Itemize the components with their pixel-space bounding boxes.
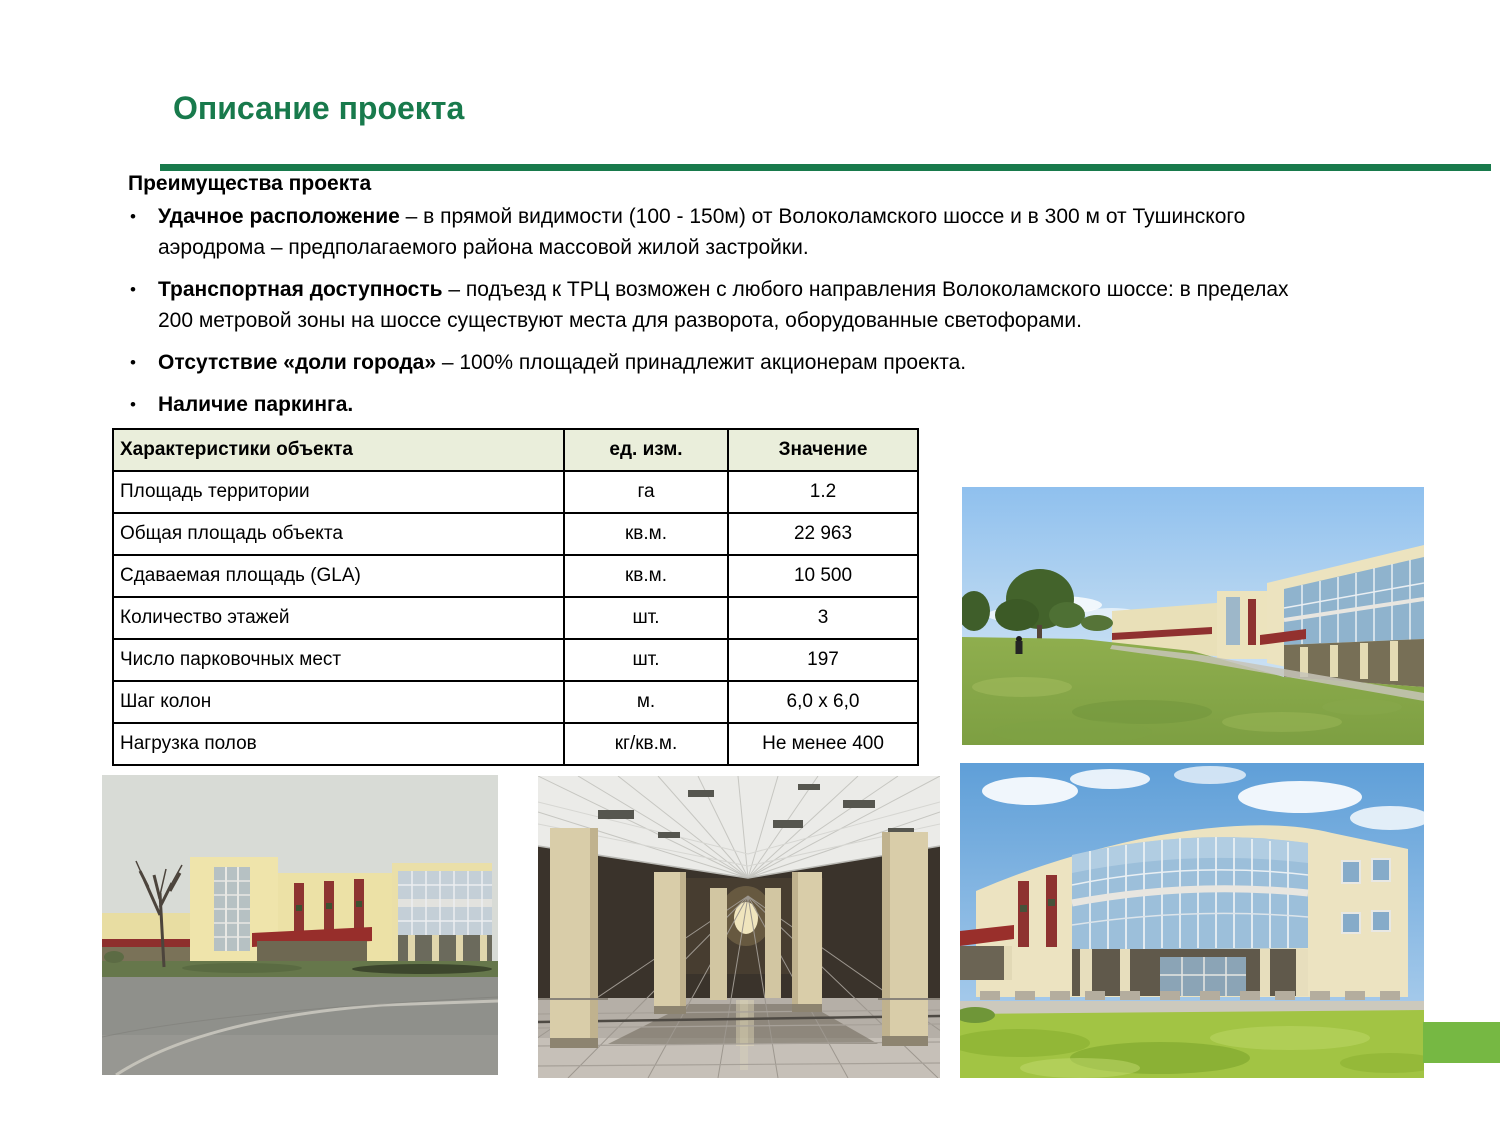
table-cell: 197	[728, 639, 918, 681]
photo-exterior-main-facade	[960, 763, 1424, 1078]
table-header-cell: Характеристики объекта	[113, 429, 564, 471]
table-row	[113, 723, 918, 765]
table-cell: 22 963	[728, 513, 918, 555]
table-cell: Площадь территории	[113, 471, 564, 513]
title-underline	[160, 164, 1491, 171]
bullet-icon: •	[130, 280, 136, 299]
table-row	[113, 555, 918, 597]
bullet-lead: Наличие паркинга.	[158, 393, 354, 416]
table-header-cell: ед. изм.	[564, 429, 728, 471]
table-cell: Шаг колон	[113, 681, 564, 723]
table-cell: 1.2	[728, 471, 918, 513]
table-header-cell: Значение	[728, 429, 918, 471]
photo-exterior-road	[102, 775, 498, 1075]
table-cell: Количество этажей	[113, 597, 564, 639]
photo-interior-hall	[538, 776, 940, 1078]
table-header-row	[113, 429, 918, 471]
advantages-heading: Преимущества проекта	[128, 172, 372, 195]
list-item	[130, 389, 1325, 420]
table-cell: кг/кв.м.	[564, 723, 728, 765]
bullet-icon: •	[130, 395, 136, 414]
bullet-text	[158, 389, 353, 420]
table-cell: шт.	[564, 597, 728, 639]
bullet-text	[158, 201, 1325, 263]
table-cell: кв.м.	[564, 513, 728, 555]
table-cell: Не менее 400	[728, 723, 918, 765]
table-cell: Сдаваемая площадь (GLA)	[113, 555, 564, 597]
table-row	[113, 681, 918, 723]
bullet-text	[158, 274, 1325, 336]
table-row	[113, 471, 918, 513]
list-item	[130, 201, 1325, 263]
table-row	[113, 513, 918, 555]
bullet-lead: Отсутствие «доли города»	[158, 351, 437, 374]
table-cell: Число парковочных мест	[113, 639, 564, 681]
bullet-lead: Удачное расположение	[158, 205, 400, 228]
table-cell: 10 500	[728, 555, 918, 597]
bullet-text	[158, 347, 966, 378]
bullet-icon: •	[130, 353, 136, 372]
bullet-rest: – 100% площадей принадлежит акционерам проекта.	[436, 351, 967, 374]
list-item	[130, 274, 1325, 336]
page-title: Описание проекта	[173, 90, 465, 126]
advantages-list	[130, 201, 1325, 431]
bullet-rest: – подъезд к ТРЦ возможен с любого направления Волоколамского шоссе: в пределах 200 метровой зоны на шоссе существуют места для разворота, оборудованные светофорами.	[158, 278, 1289, 332]
table-cell: Нагрузка полов	[113, 723, 564, 765]
list-item	[130, 347, 1325, 378]
table-cell: Общая площадь объекта	[113, 513, 564, 555]
table-cell: кв.м.	[564, 555, 728, 597]
green-accent-rect	[1423, 1022, 1500, 1063]
table-cell: га	[564, 471, 728, 513]
bullet-lead: Транспортная доступность	[158, 278, 443, 301]
photo-exterior-lawn	[962, 487, 1424, 745]
table-cell: м.	[564, 681, 728, 723]
bullet-icon: •	[130, 207, 136, 226]
bullet-rest: – в прямой видимости (100 - 150м) от Волоколамского шоссе и в 300 м от Тушинского аэродрома – предполагаемого района массовой жилой застройки.	[158, 205, 1246, 259]
table-cell: 6,0 х 6,0	[728, 681, 918, 723]
table-row	[113, 597, 918, 639]
characteristics-table	[112, 428, 919, 766]
table-row	[113, 639, 918, 681]
table-cell: шт.	[564, 639, 728, 681]
table-cell: 3	[728, 597, 918, 639]
